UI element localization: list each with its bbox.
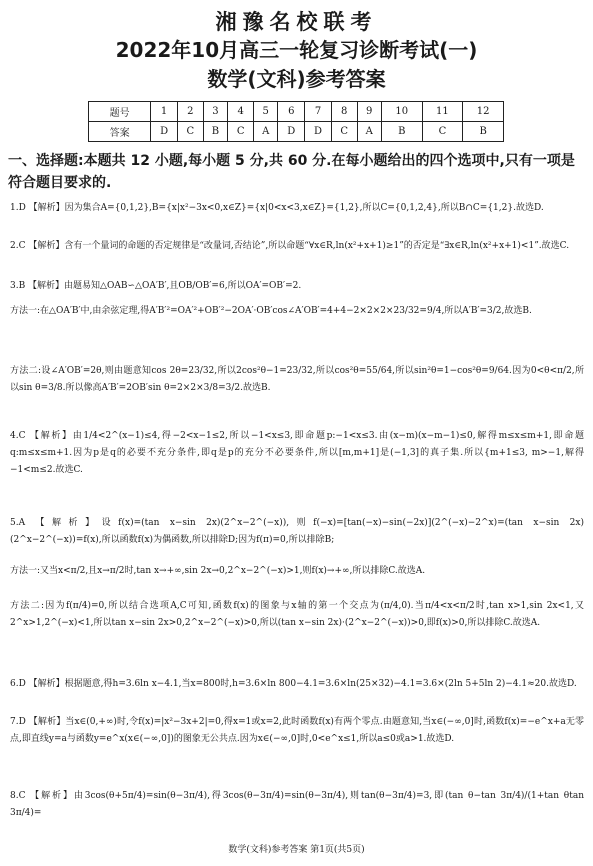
solution-q3-intro: 3.B 【解析】由题易知△OAB∽△OA′B′,且OB/OB′=6,所以OA′=OB′=2. [10, 281, 302, 291]
solution-q3-method2: 方法二:设∠A′OB′=2θ,则由题意知cos 2θ=23/32,所以2cos²θ−1=23/32,所以cos²θ=55/64,所以sin²θ=1−cos²θ=9/64.因为0<θ<π/2,所以sin θ=3/8.所以像高A′B′=2OB′sin θ=2×2×3/8=3/2.故选B. [10, 366, 584, 393]
document-title: 数学(文科)参考答案 [207, 67, 386, 91]
question-number: 5 [253, 102, 277, 122]
answer-letter: B [381, 122, 422, 142]
page-footer: 数学(文科)参考答案 第1页(共5页) [228, 845, 365, 855]
section-heading: 一、选择题:本题共 12 小题,每小题 5 分,共 60 分.在每小题给出的四个选项中,只有一项是符合题目要求的. [8, 153, 575, 191]
solution-q8: 8.C 【解析】由3cos(θ+5π/4)=sin(θ−3π/4),得3cos(θ−3π/4)=sin(θ−3π/4),则tan(θ−3π/4)=3,即(tan θ−tan 3π/4)/(1+tan θtan 3π/4)= [10, 791, 584, 818]
question-number: 6 [278, 102, 305, 122]
answer-table-answer-row [89, 122, 504, 142]
answer-letter: C [177, 122, 203, 142]
question-number: 3 [203, 102, 228, 122]
exam-title: 2022年10月高三一轮复习诊断考试(一) [115, 38, 478, 62]
answer-letter: D [278, 122, 305, 142]
answer-letter: C [331, 122, 357, 142]
solution-q5-intro: 5.A 【解析】设f(x)=(tan x−sin 2x)(2^x−2^(−x)),则f(−x)=[tan(−x)−sin(−2x)](2^(−x)−2^x)=(tan x−sin 2x)(2^x−2^(−x))=f(x),所以函数f(x)为偶函数,所以排除D;因为f(π)=0,所以排除B; [10, 518, 584, 545]
answer-letter: B [203, 122, 228, 142]
solution-q2: 2.C 【解析】含有一个量词的命题的否定规律是“改量词,否结论”,所以命题“∀x∈R,ln(x²+x+1)≥1”的否定是“∃x∈R,ln(x²+x+1)<1”.故选C. [10, 241, 570, 251]
solution-q5-method2: 方法二:因为f(π/4)=0,所以结合选项A,C可知,函数f(x)的图象与x轴的第一个交点为(π/4,0).当π/4<x<π/2时,tan x>1,sin 2x<1,又2^x>1,2^(−x)<1,所以tan x−sin 2x>0,2^x−2^(−x)>0,所以(tan x−sin 2x)·(2^x−2^(−x))>0,即f(x)>0,所以排除C.故选A. [10, 601, 584, 628]
solution-q3-method1: 方法一:在△OA′B′中,由余弦定理,得A′B′²=OA′²+OB′²−2OA′·OB′cos∠A′OB′=4+4−2×2×2×23/32=9/4,所以A′B′=3/2,故选B. [10, 306, 532, 316]
solution-q5-method1: 方法一:又当x<π/2,且x→π/2时,tan x→+∞,sin 2x→0,2^x−2^(−x)>1,则f(x)→+∞,所以排除C.故选A. [10, 566, 426, 576]
answer-letter: A [357, 122, 381, 142]
solution-q4: 4.C 【解析】由1/4<2^(x−1)≤4,得−2<x−1≤2,所以−1<x≤3,即命题p:−1<x≤3.由(x−m)(x−m−1)≤0,解得m≤x≤m+1,即命题q:m≤x≤m+1.因为p是q的必要不充分条件,即q是p的充分不必要条件,所以[m,m+1]是(−1,3]的真子集.所以{m+1≤3, m>−1,解得−1<m≤2.故选C. [10, 431, 584, 475]
solution-q6: 6.D 【解析】根据题意,得h=3.6ln x−4.1,当x=800时,h=3.6×ln 800−4.1=3.6×ln(25×32)−4.1=3.6×(2ln 5+5ln 2)−4.1≈20.故选D. [10, 679, 577, 689]
answer-letter: D [305, 122, 332, 142]
answer-key-table [88, 101, 504, 142]
solution-q7: 7.D 【解析】当x∈(0,+∞)时,令f(x)=|x²−3x+2|=0,得x=1或x=2,此时函数f(x)有两个零点.由题意知,当x∈(−∞,0]时,函数f(x)=−e^x+a无零点,即直线y=a与函数y=e^x(x∈(−∞,0])的图象无公共点.因为x∈(−∞,0]时,0<e^x≤1,所以a≤0或a>1.故选D. [10, 717, 584, 744]
exam-series-title: 湘豫名校联考 [215, 10, 378, 34]
question-number: 9 [357, 102, 381, 122]
question-number: 1 [151, 102, 178, 122]
answer-letter: C [422, 122, 463, 142]
question-number: 10 [381, 102, 422, 122]
answer-letter: D [151, 122, 178, 142]
question-number: 8 [331, 102, 357, 122]
question-number: 12 [463, 102, 504, 122]
answer-letter: B [463, 122, 504, 142]
row-label: 题号 [89, 102, 151, 122]
question-number: 11 [422, 102, 463, 122]
row-label: 答案 [89, 122, 151, 142]
answer-table-number-row [89, 102, 504, 122]
answer-letter: A [253, 122, 277, 142]
question-number: 4 [228, 102, 254, 122]
question-number: 2 [177, 102, 203, 122]
solution-q1: 1.D 【解析】因为集合A={0,1,2},B={x|x²−3x<0,x∈Z}={x|0<x<3,x∈Z}={1,2},所以C={0,1,2,4},所以B∩C={1,2}.故选D. [10, 203, 544, 213]
question-number: 7 [305, 102, 332, 122]
answer-letter: C [228, 122, 254, 142]
